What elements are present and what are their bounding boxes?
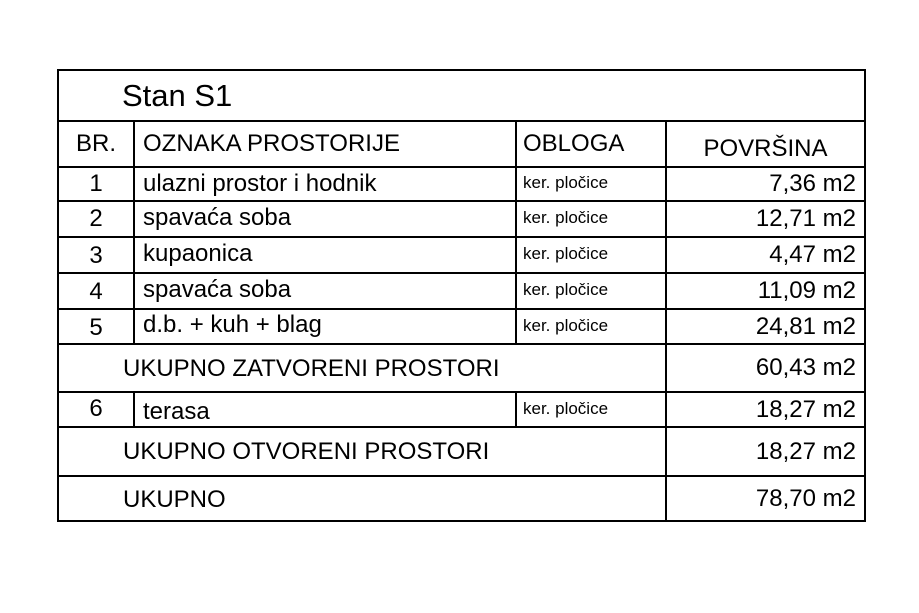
row-number: 5 [89,313,103,341]
room-finish: ker. pločice [523,399,609,418]
row-number: 1 [89,170,103,197]
room-area: 4,47 m2 [769,241,856,268]
header-br: BR. [75,130,116,157]
total-closed-area: 60,43 m2 [755,354,856,381]
row-number: 3 [89,242,103,269]
header-area: POVRŠINA [703,135,828,162]
total-open-label: UKUPNO OTVORENI PROSTORI [123,437,490,465]
col-divider [133,120,135,343]
total-open-area: 18,27 m2 [755,437,856,465]
total-label: UKUPNO [123,485,226,513]
room-name: spavaća soba [143,276,292,303]
header-name: OZNAKA PROSTORIJE [143,130,400,157]
room-area: 11,09 m2 [757,277,856,304]
area-table [57,69,866,522]
total-closed-label: UKUPNO ZATVORENI PROSTORI [123,355,500,382]
col-divider [133,391,135,426]
room-finish: ker. pločice [523,244,609,263]
row-number: 4 [89,278,103,305]
room-name: kupaonica [143,240,253,267]
room-area: 7,36 m2 [769,170,856,197]
row-number: 6 [89,394,103,422]
room-finish: ker. pločice [523,280,609,299]
room-name: d.b. + kuh + blag [143,311,322,338]
room-name: spavaća soba [143,204,292,231]
room-finish: ker. pločice [523,315,609,335]
col-divider [515,120,517,343]
header-finish: OBLOGA [523,130,625,157]
room-name: terasa [143,398,210,425]
room-area: 18,27 m2 [755,395,856,423]
row-number: 2 [89,205,103,232]
room-finish: ker. pločice [523,173,609,192]
room-area: 12,71 m2 [755,205,856,232]
room-finish: ker. pločice [523,208,609,227]
room-area: 24,81 m2 [755,312,856,340]
total-area: 78,70 m2 [755,484,856,512]
table-title: Stan S1 [122,77,233,113]
col-divider [515,391,517,426]
room-name: ulazni prostor i hodnik [143,170,377,197]
